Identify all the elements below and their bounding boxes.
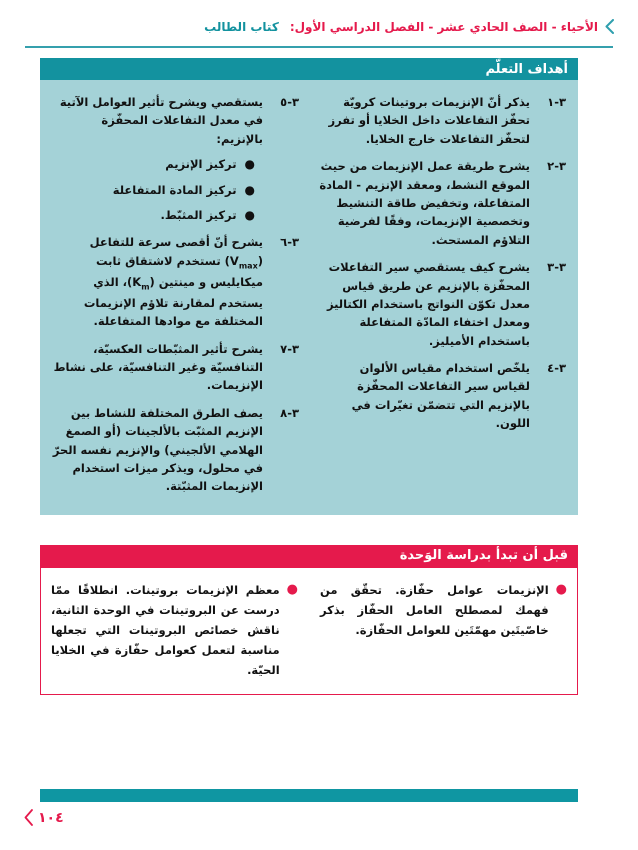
objective-sub-bullet-text: تركيز المثبّط. xyxy=(160,207,237,222)
objective-sub-bullet-text: تركيز الإنزيم xyxy=(165,157,237,172)
pre-unit-text: الإنزيمات عوامل حفّازة. تحقّق من فهمك لمصطلح العامل الحفّاز بذكر خاصّيتَين مهمّتَين للعوامل الحفّازة. xyxy=(320,582,549,638)
breadcrumb-course: الأحياء - الصف الحادي عشر - الفصل الدراسي الأول: xyxy=(289,19,598,34)
bullet-dot-icon: ● xyxy=(244,207,255,222)
pre-unit-text: معظم الإنزيمات بروتينات. انطلاقًا ممّا درست عن البروتينات في الوحدة الثانية، ناقش خصائص البروتينات التي تجعلها مناسبة لتعمل كعوامل حفّازة في الخلايا الحيّة. xyxy=(51,582,280,678)
pre-unit-bullet xyxy=(51,580,298,681)
page-number-chevron-icon xyxy=(24,809,33,826)
pre-unit-box xyxy=(40,567,578,696)
page-content xyxy=(40,58,578,695)
pre-unit-header: قبل أن تبدأ بدراسة الوَحدة xyxy=(40,545,578,567)
breadcrumb-book: كتاب الطالب xyxy=(204,19,279,34)
objective-number: ٣-٦ xyxy=(280,235,299,250)
objective-sub-bullet xyxy=(52,181,255,199)
objective-number: ٣-١ xyxy=(547,95,566,109)
objective-text: يشرح تأثير المثبّطات العكسيّة، التنافسيّة وغير التنافسيّة، على نشاط الإنزيمات. xyxy=(53,341,263,393)
objective-item xyxy=(52,340,299,395)
objectives-section xyxy=(40,58,578,515)
objective-text: يصف الطرق المختلفة للنشاط بين الإنزيم المثبّت بالألجينات (أو الصمغ الهلامي الألجيني) والإنزيم نفسه الحرّ في محلول، ويذكر ميزات استخدام الإنزيمات المثبّتة. xyxy=(52,405,263,494)
objective-item xyxy=(319,157,566,249)
page-number: ١٠٤ xyxy=(38,809,64,826)
page-number-block xyxy=(24,809,64,826)
objectives-column-right xyxy=(319,93,566,505)
objective-text: يشرح طريقة عمل الإنزيمات من حيث الموقع النشط، ومعقد الإنزيم - المادة المتفاعلة، وتخفيض طاقة التنشيط وتخصصية الإنزيمات، وفقًا لفرضية التلاؤم المستحث. xyxy=(319,159,530,247)
bullet-dot-icon: ● xyxy=(244,182,255,197)
bullet-dot-icon: ● xyxy=(244,157,255,172)
objective-sub-bullet-text: تركيز المادة المتفاعلة xyxy=(112,182,237,197)
objective-sub-bullets xyxy=(52,155,299,224)
objective-text: يشرح أنّ أقصى سرعة للتفاعل $(V_{max})$ تستخدم لاشتقاق ثابت ميكايليس و مينتين $(K_m)،$ الذي يستخدم لمقارنة تلاؤم الإنزيمات المختلفة مع موادها المتفاعلة. xyxy=(83,235,263,329)
footer-bar xyxy=(40,789,578,802)
objective-number: ٣-٢ xyxy=(547,159,566,174)
objectives-column-left xyxy=(52,93,299,505)
pre-unit-bullet xyxy=(320,580,567,681)
objective-number: ٣-٥ xyxy=(280,95,299,109)
bullet-dot-icon: ● xyxy=(555,581,567,597)
objective-item xyxy=(319,93,566,148)
objective-item xyxy=(52,404,299,496)
objective-item xyxy=(52,93,299,148)
objectives-header: أهداف التعلّم xyxy=(40,58,578,80)
objective-item xyxy=(52,233,299,330)
objective-number: ٣-٤ xyxy=(547,361,566,376)
objective-text: يستقصي ويشرح تأثير العوامل الآتية في معدل التفاعلات المحفّزة بالإنزيم: xyxy=(59,95,263,146)
breadcrumb xyxy=(40,19,614,34)
objective-item xyxy=(319,258,566,350)
header-divider xyxy=(25,46,613,48)
breadcrumb-chevron-icon xyxy=(605,19,614,34)
objective-item xyxy=(319,359,566,433)
objectives-columns xyxy=(40,80,578,515)
bullet-dot-icon: ● xyxy=(286,581,298,597)
pre-unit-section xyxy=(40,545,578,696)
objective-number: ٣-٨ xyxy=(280,405,299,420)
objective-text: يلخّص استخدام مقياس الألوان لقياس سير التفاعلات المحفّزة بالإنزيم التي تتضمّن تغيّرات في اللون. xyxy=(351,361,530,431)
objective-text: يشرح كيف يستقصي سير التفاعلات المحفّزة بالإنزيم عن طريق قياس معدل تكوّن النواتج باستخدام الكتاليز ومعدل اختفاء المادّة المتفاعلة باستخدام الأميليز. xyxy=(326,260,530,348)
objective-sub-bullet xyxy=(52,155,255,173)
objective-sub-bullet xyxy=(52,206,255,224)
objective-number: ٣-٧ xyxy=(280,341,299,356)
objective-text: يذكر أنّ الإنزيمات بروتينات كرويّة تحفّز التفاعلات داخل الخلايا أو تفرز لتحفّز التفاعلات خارج الخلايا. xyxy=(328,95,530,146)
objective-number: ٣-٣ xyxy=(547,260,566,275)
